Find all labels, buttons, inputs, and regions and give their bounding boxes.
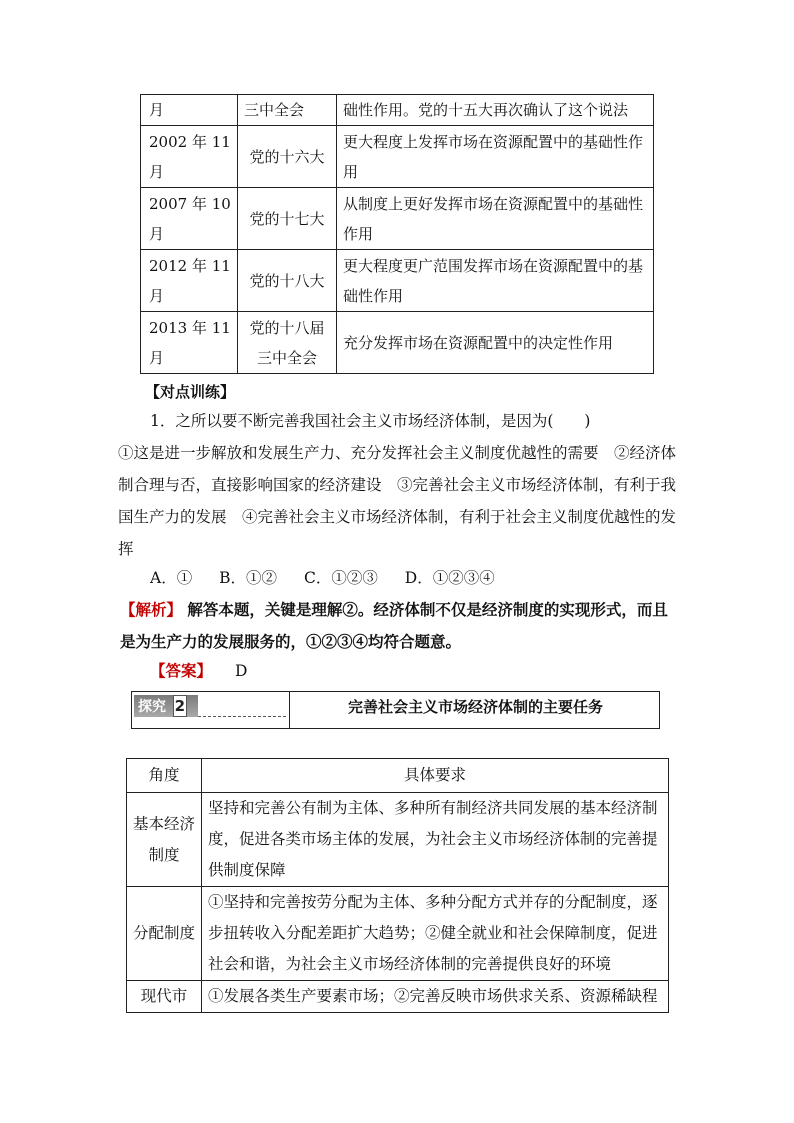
header-requirement: 具体要求	[202, 759, 669, 793]
content-cell: 更大程度更广范围发挥市场在资源配置中的基础性作用	[337, 250, 654, 312]
dotted-divider	[198, 716, 286, 717]
tasks-table	[126, 758, 669, 1013]
training-heading: 【对点训练】	[145, 383, 236, 401]
date-cell: 2002 年 11 月	[141, 126, 238, 188]
angle-cell: 基本经济制度	[127, 793, 202, 887]
table-row	[127, 887, 669, 981]
angle-cell: 现代市	[127, 981, 202, 1013]
question-stem: 1．之所以要不断完善我国社会主义市场经济体制，是因为( )	[150, 412, 591, 430]
table-row	[141, 312, 654, 374]
event-cell: 党的十六大	[238, 126, 337, 188]
angle-cell: 分配制度	[127, 887, 202, 981]
content-cell: 充分发挥市场在资源配置中的决定性作用	[337, 312, 654, 374]
content-cell: 础性作用。党的十五大再次确认了这个说法	[337, 95, 654, 126]
event-cell: 党的十八大	[238, 250, 337, 312]
answer-tag: 【答案】	[150, 661, 213, 680]
analysis-tag: 【解析】	[120, 600, 183, 619]
explore-divider	[289, 692, 290, 728]
event-cell: 党的十八届三中全会	[238, 312, 337, 374]
analysis-text: 解答本题，关键是理解②。经济体制不仅是经济制度的实现形式，而且是为生产力的发展服务的，①②③④均符合题意。	[120, 600, 668, 651]
answer-block	[150, 655, 450, 687]
table-row	[141, 95, 654, 126]
analysis-block	[120, 594, 680, 658]
date-cell: 2012 年 11 月	[141, 250, 238, 312]
content-cell: 从制度上更好发挥市场在资源配置中的基础性作用	[337, 188, 654, 250]
event-cell: 三中全会	[238, 95, 337, 126]
table-row	[141, 126, 654, 188]
reform-history-table	[140, 94, 654, 374]
date-cell: 2013 年 11 月	[141, 312, 238, 374]
requirement-cell: ①坚持和完善按劳分配为主体、多种分配方式并存的分配制度，逐步扭转收入分配差距扩大趋势；②健全就业和社会保障制度，促进社会和谐，为社会主义市场经济体制的完善提供良好的环境	[202, 887, 669, 981]
requirement-cell: 坚持和完善公有制为主体、多种所有制经济共同发展的基本经济制度，促进各类市场主体的发展，为社会主义市场经济体制的完善提供制度保障	[202, 793, 669, 887]
explore-badge-text: 探究	[138, 699, 166, 715]
table-header-row	[127, 759, 669, 793]
explore-title: 完善社会主义市场经济体制的主要任务	[347, 698, 603, 716]
explore-box	[131, 691, 660, 729]
header-angle: 角度	[127, 759, 202, 793]
question-statements: ①这是进一步解放和发展生产力、充分发挥社会主义制度优越性的需要 ②经济体制合理与否，直接影响国家的经济建设 ③完善社会主义市场经济体制，有利于我国生产力的发展 ④完善社会主义市场经济体制，有利于社会主义制度优越性的发挥	[118, 444, 677, 558]
content-cell: 更大程度上发挥市场在资源配置中的基础性作用	[337, 126, 654, 188]
event-cell: 党的十七大	[238, 188, 337, 250]
table-row	[127, 981, 669, 1013]
explore-badge-number: 2	[174, 697, 186, 715]
option-a[interactable]: A．①	[150, 569, 193, 587]
option-b[interactable]: B．①②	[219, 569, 278, 587]
table-row	[127, 793, 669, 887]
option-d[interactable]: D．①②③④	[404, 569, 495, 587]
answer-options	[150, 562, 670, 594]
answer-value: D	[234, 662, 248, 680]
explore-badge	[134, 695, 198, 717]
date-cell: 2007 年 10 月	[141, 188, 238, 250]
option-c[interactable]: C．①②③	[303, 569, 378, 587]
requirement-cell: ①发展各类生产要素市场；②完善反映市场供求关系、资源稀缺程	[202, 981, 669, 1013]
table-row	[141, 188, 654, 250]
date-cell: 月	[141, 95, 238, 126]
table-row	[141, 250, 654, 312]
